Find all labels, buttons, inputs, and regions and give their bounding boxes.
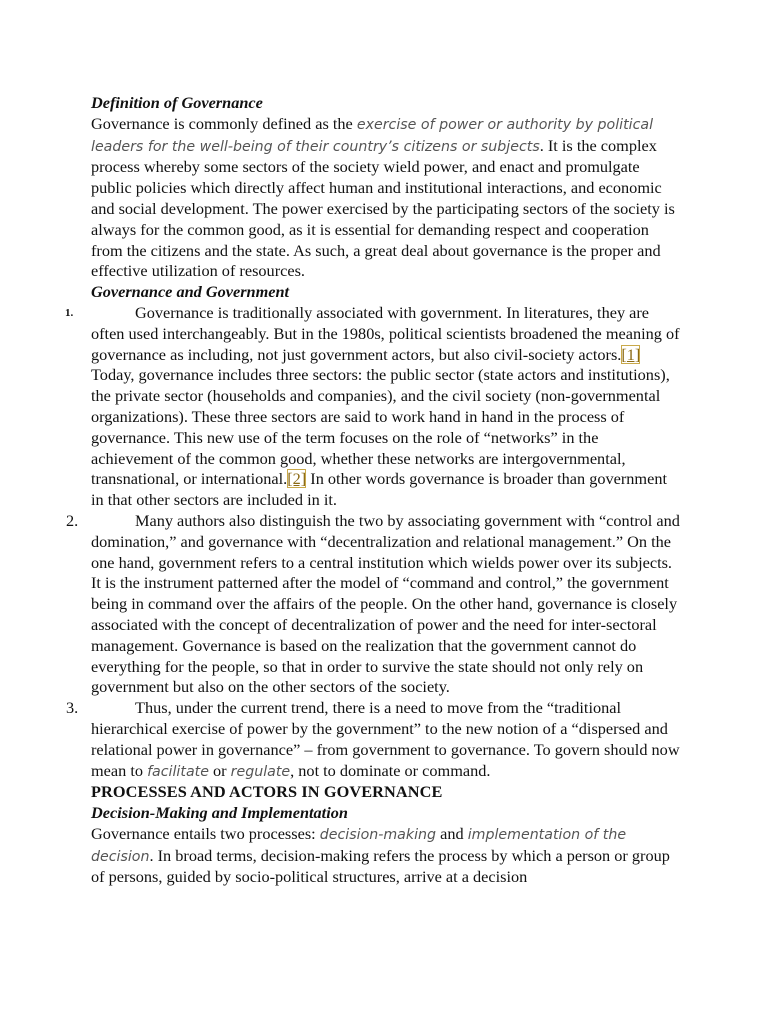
decision-heading: Decision-Making and Implementation bbox=[91, 803, 348, 823]
decision-emphasis-2: implementation of the decision bbox=[91, 826, 627, 865]
item-3-emphasis-regulate: regulate bbox=[230, 763, 291, 780]
document-body bbox=[65, 93, 681, 888]
footnote-link-1[interactable]: [1] bbox=[621, 344, 641, 364]
item-2-text: Many authors also distinguish the two by associating government with “control and domination,” and governance with “decentralization and relational management.” On the one hand, government refers to a central institution which wields power over its subjects. It is the instrument patterned after the model of “command and control,” the government being in command over the affairs of the people. On the other hand, governance is closely associated with the concept of decentralization of power and the need for inter-sectoral management. Governance is based on the realization that the government cannot do everything for the people, so that in order to survive the state should not only rely on government but also on the other sectors of the society. bbox=[91, 510, 680, 697]
definition-heading: Definition of Governance bbox=[91, 93, 263, 112]
item-3-text-2: or bbox=[208, 760, 231, 780]
decision-text-1: Governance entails two processes: bbox=[91, 823, 320, 843]
list-number-2: 2. bbox=[66, 510, 79, 530]
governance-government-heading: Governance and Government bbox=[91, 282, 290, 302]
item-3-text-1: Thus, under the current trend, there is a need to move from the “traditional hierarchical exercise of power by the government” to the new notion of a “dispersed and relational power in governance” – from government to governance. To govern should now mean to bbox=[91, 698, 680, 780]
decision-text-3: . In broad terms, decision-making refers the process by which a person or group of persons, guided by socio-political structures, arrive at a decision bbox=[91, 845, 670, 887]
item-3-emphasis-facilitate: facilitate bbox=[147, 763, 209, 780]
list-item-3 bbox=[66, 698, 681, 782]
item-1-text-1: Governance is traditionally associated with government. In literatures, they are often used interchangeably. But in the 1980s, political scientists broadened the meaning of governance as including, not just government actors, but also civil-society actors. bbox=[91, 302, 680, 364]
decision-paragraph bbox=[91, 824, 681, 888]
processes-heading: PROCESSES AND ACTORS IN GOVERNANCE bbox=[91, 782, 443, 802]
item-1-text-2: Today, governance includes three sectors: the public sector (state actors and institutions), the private sector (households and companies), and the civil society (non-governmental organizations). These three sectors are said to work hand in hand in the process of governance. This new use of the term focuses on the role of “networks” in the achievement of the common good, whether these networks are intergovernmental, transnational, or international. bbox=[91, 365, 670, 489]
item-1-text-3: In other words governance is broader than government in that other sectors are included in it. bbox=[91, 469, 667, 510]
list-number-3: 3. bbox=[66, 698, 79, 718]
definition-text-1: Governance is commonly defined as the bbox=[91, 113, 357, 133]
list-number-1: 1. bbox=[65, 306, 74, 319]
footnote-link-2[interactable]: [2] bbox=[287, 469, 307, 489]
definition-text-2: . It is the complex process whereby some sectors of the society wield power, and enact and promulgate public policies which directly affect human and institutional interactions, and economic and social development. The power exercised by the participating sectors of the society is always for the common good, as it is essential for demanding respect and cooperation from the citizens and the state. As such, a great deal about governance is the proper and effective utilization of resources. bbox=[91, 135, 675, 281]
list-item-2 bbox=[66, 510, 681, 698]
definition-emphasis: exercise of power or authority by political leaders for the well-being of their country’s citizens or subjects bbox=[91, 116, 654, 155]
decision-text-2: and bbox=[436, 823, 468, 843]
list-item-1 bbox=[65, 302, 681, 511]
definition-paragraph bbox=[91, 114, 681, 282]
item-3-text-3: , not to dominate or command. bbox=[290, 760, 491, 780]
decision-emphasis-1: decision-making bbox=[319, 826, 437, 843]
